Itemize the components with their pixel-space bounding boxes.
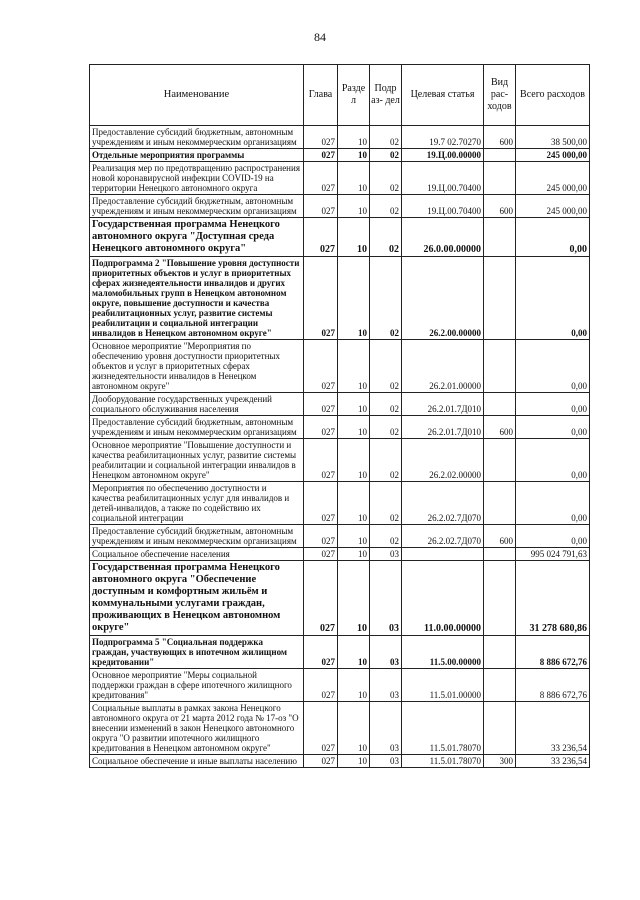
column-header-subsection: Подр аз- дел <box>370 65 402 126</box>
row-section: 10 <box>338 149 370 162</box>
header-row <box>90 65 590 126</box>
table-row <box>90 702 590 755</box>
row-section: 10 <box>338 702 370 755</box>
row-name: Мероприятия по обеспечению доступности и качества реабилитационных услуг для инвалидов и детей-инвалидов, а также по содействию их социальной интеграции <box>90 482 304 525</box>
row-total: 0,00 <box>516 218 590 257</box>
row-name: Дооборудование государственных учреждений социального обслуживания населения <box>90 393 304 416</box>
row-section: 10 <box>338 257 370 340</box>
row-name: Государственная программа Ненецкого автономного округа "Обеспечение доступным и комфортным жильём и коммунальными услугами граждан, проживающих в Ненецком автономном округе" <box>90 561 304 636</box>
row-subsection: 03 <box>370 702 402 755</box>
row-subsection: 02 <box>370 482 402 525</box>
row-expense-type <box>484 149 516 162</box>
row-name: Подпрограмма 2 "Повышение уровня доступности приоритетных объектов и услуг в приоритетных сферах жизнедеятельности инвалидов и других маломобильных групп в Ненецком автономном округе, повышение доступности и качества реабилитационных услуг, развитие системы реабилитации и социальной интеграции инвалидов в Ненецком автономном округе" <box>90 257 304 340</box>
row-section: 10 <box>338 126 370 149</box>
row-chapter: 027 <box>304 561 338 636</box>
row-section: 10 <box>338 636 370 669</box>
column-header-chapter: Глава <box>304 65 338 126</box>
row-total: 8 886 672,76 <box>516 669 590 702</box>
row-name: Предоставление субсидий бюджетным, автономным учреждениям и иным некоммерческим организациям <box>90 195 304 218</box>
row-expense-type <box>484 439 516 482</box>
row-expense-type <box>484 482 516 525</box>
row-total: 995 024 791,63 <box>516 548 590 561</box>
row-target-article: 26.2.01.7Д010 <box>402 393 484 416</box>
table-row <box>90 548 590 561</box>
row-total: 245 000,00 <box>516 149 590 162</box>
row-chapter: 027 <box>304 218 338 257</box>
table-row <box>90 525 590 548</box>
row-total: 0,00 <box>516 340 590 393</box>
row-chapter: 027 <box>304 257 338 340</box>
row-expense-type <box>484 257 516 340</box>
row-target-article: 26.2.01.7Д010 <box>402 416 484 439</box>
row-subsection: 02 <box>370 162 402 195</box>
row-subsection: 02 <box>370 439 402 482</box>
row-section: 10 <box>338 561 370 636</box>
row-section: 10 <box>338 755 370 768</box>
row-chapter: 027 <box>304 702 338 755</box>
row-subsection: 02 <box>370 195 402 218</box>
row-name: Государственная программа Ненецкого автономного округа "Доступная среда Ненецкого автономного округа" <box>90 218 304 257</box>
row-expense-type <box>484 218 516 257</box>
row-chapter: 027 <box>304 548 338 561</box>
row-total: 31 278 680,86 <box>516 561 590 636</box>
row-name: Социальное обеспечение и иные выплаты населению <box>90 755 304 768</box>
row-target-article: 19.Ц.00.70400 <box>402 162 484 195</box>
row-subsection: 02 <box>370 218 402 257</box>
row-subsection: 02 <box>370 525 402 548</box>
table-row <box>90 561 590 636</box>
row-section: 10 <box>338 548 370 561</box>
table-row <box>90 416 590 439</box>
table-row <box>90 162 590 195</box>
table-row <box>90 755 590 768</box>
row-subsection: 02 <box>370 416 402 439</box>
column-header-expense-type: Вид рас- ходов <box>484 65 516 126</box>
page-number: 84 <box>314 30 326 44</box>
row-total: 8 886 672,76 <box>516 636 590 669</box>
row-target-article: 11.0.00.00000 <box>402 561 484 636</box>
row-section: 10 <box>338 482 370 525</box>
row-target-article: 19.Ц.00.70400 <box>402 195 484 218</box>
row-chapter: 027 <box>304 149 338 162</box>
row-target-article: 11.5.01.78070 <box>402 702 484 755</box>
row-subsection: 02 <box>370 393 402 416</box>
row-subsection: 03 <box>370 755 402 768</box>
row-chapter: 027 <box>304 393 338 416</box>
row-expense-type <box>484 669 516 702</box>
row-total: 245 000,00 <box>516 162 590 195</box>
row-name: Подпрограмма 5 "Социальная поддержка граждан, участвующих в ипотечном жилищном кредитовании" <box>90 636 304 669</box>
row-name: Социальное обеспечение населения <box>90 548 304 561</box>
row-subsection: 03 <box>370 548 402 561</box>
row-expense-type: 600 <box>484 416 516 439</box>
row-expense-type <box>484 340 516 393</box>
table-row <box>90 393 590 416</box>
row-total: 33 236,54 <box>516 755 590 768</box>
row-target-article: 11.5.00.00000 <box>402 636 484 669</box>
row-section: 10 <box>338 340 370 393</box>
table-row <box>90 126 590 149</box>
row-target-article: 26.2.02.00000 <box>402 439 484 482</box>
row-total: 0,00 <box>516 393 590 416</box>
row-name: Предоставление субсидий бюджетным, автономным учреждениям и иным некоммерческим организациям <box>90 416 304 439</box>
row-section: 10 <box>338 393 370 416</box>
row-total: 0,00 <box>516 257 590 340</box>
row-chapter: 027 <box>304 525 338 548</box>
row-target-article <box>402 548 484 561</box>
row-total: 0,00 <box>516 525 590 548</box>
row-expense-type <box>484 702 516 755</box>
row-target-article: 11.5.01.00000 <box>402 669 484 702</box>
row-section: 10 <box>338 669 370 702</box>
row-expense-type <box>484 561 516 636</box>
row-subsection: 03 <box>370 636 402 669</box>
row-name: Основное мероприятие "Повышение доступности и качества реабилитационных услуг, развитие системы реабилитации и социальной интеграции инвалидов в Ненецком автономном округе" <box>90 439 304 482</box>
table-row <box>90 439 590 482</box>
row-subsection: 03 <box>370 561 402 636</box>
budget-table <box>89 64 590 768</box>
row-total: 0,00 <box>516 439 590 482</box>
table-row <box>90 482 590 525</box>
row-target-article: 11.5.01.78070 <box>402 755 484 768</box>
row-target-article: 26.2.02.7Д070 <box>402 482 484 525</box>
table-row <box>90 340 590 393</box>
row-chapter: 027 <box>304 482 338 525</box>
row-expense-type: 600 <box>484 126 516 149</box>
row-subsection: 03 <box>370 669 402 702</box>
row-section: 10 <box>338 416 370 439</box>
row-expense-type <box>484 393 516 416</box>
row-chapter: 027 <box>304 195 338 218</box>
row-total: 38 500,00 <box>516 126 590 149</box>
row-name: Отдельные мероприятия программы <box>90 149 304 162</box>
row-target-article: 19.Ц.00.00000 <box>402 149 484 162</box>
table-row <box>90 218 590 257</box>
table-row <box>90 257 590 340</box>
column-header-section: Разде л <box>338 65 370 126</box>
column-header-target-article: Целевая статья <box>402 65 484 126</box>
row-name: Социальные выплаты в рамках закона Ненецкого автономного округа от 21 марта 2012 года № 17-оз "О внесении изменений в закон Ненецкого автономного округа "О развитии ипотечного жилищного кредитования в Ненецком автономном округе" <box>90 702 304 755</box>
row-expense-type <box>484 636 516 669</box>
table-row <box>90 636 590 669</box>
row-chapter: 027 <box>304 755 338 768</box>
row-target-article: 26.0.00.00000 <box>402 218 484 257</box>
row-expense-type: 300 <box>484 755 516 768</box>
column-header-total: Всего расходов <box>516 65 590 126</box>
row-chapter: 027 <box>304 162 338 195</box>
row-total: 245 000,00 <box>516 195 590 218</box>
row-chapter: 027 <box>304 439 338 482</box>
row-section: 10 <box>338 439 370 482</box>
column-header-name: Наименование <box>90 65 304 126</box>
row-name: Основное мероприятие "Меры социальной поддержки граждан в сфере ипотечного жилищного кредитования" <box>90 669 304 702</box>
row-target-article: 26.2.01.00000 <box>402 340 484 393</box>
table-row <box>90 149 590 162</box>
row-section: 10 <box>338 525 370 548</box>
row-target-article: 26.2.02.7Д070 <box>402 525 484 548</box>
row-subsection: 02 <box>370 340 402 393</box>
table-row <box>90 669 590 702</box>
row-target-article: 26.2.00.00000 <box>402 257 484 340</box>
row-chapter: 027 <box>304 126 338 149</box>
row-total: 0,00 <box>516 416 590 439</box>
row-subsection: 02 <box>370 126 402 149</box>
row-name: Предоставление субсидий бюджетным, автономным учреждениям и иным некоммерческим организациям <box>90 525 304 548</box>
row-name: Реализация мер по предотвращению распространения новой коронавирусной инфекции COVID-19 на территории Ненецкого автономного округа <box>90 162 304 195</box>
row-chapter: 027 <box>304 340 338 393</box>
row-subsection: 02 <box>370 149 402 162</box>
row-expense-type <box>484 162 516 195</box>
row-name: Основное мероприятие "Мероприятия по обеспечению уровня доступности приоритетных объектов и услуг в приоритетных сферах жизнедеятельности инвалидов в Ненецком автономном округе" <box>90 340 304 393</box>
row-chapter: 027 <box>304 669 338 702</box>
row-chapter: 027 <box>304 416 338 439</box>
row-subsection: 02 <box>370 257 402 340</box>
row-section: 10 <box>338 218 370 257</box>
row-expense-type: 600 <box>484 525 516 548</box>
row-chapter: 027 <box>304 636 338 669</box>
row-name: Предоставление субсидий бюджетным, автономным учреждениям и иным некоммерческим организациям <box>90 126 304 149</box>
row-target-article: 19.7 02.70270 <box>402 126 484 149</box>
table-row <box>90 195 590 218</box>
row-section: 10 <box>338 195 370 218</box>
row-expense-type: 600 <box>484 195 516 218</box>
row-total: 33 236,54 <box>516 702 590 755</box>
row-section: 10 <box>338 162 370 195</box>
row-expense-type <box>484 548 516 561</box>
row-total: 0,00 <box>516 482 590 525</box>
